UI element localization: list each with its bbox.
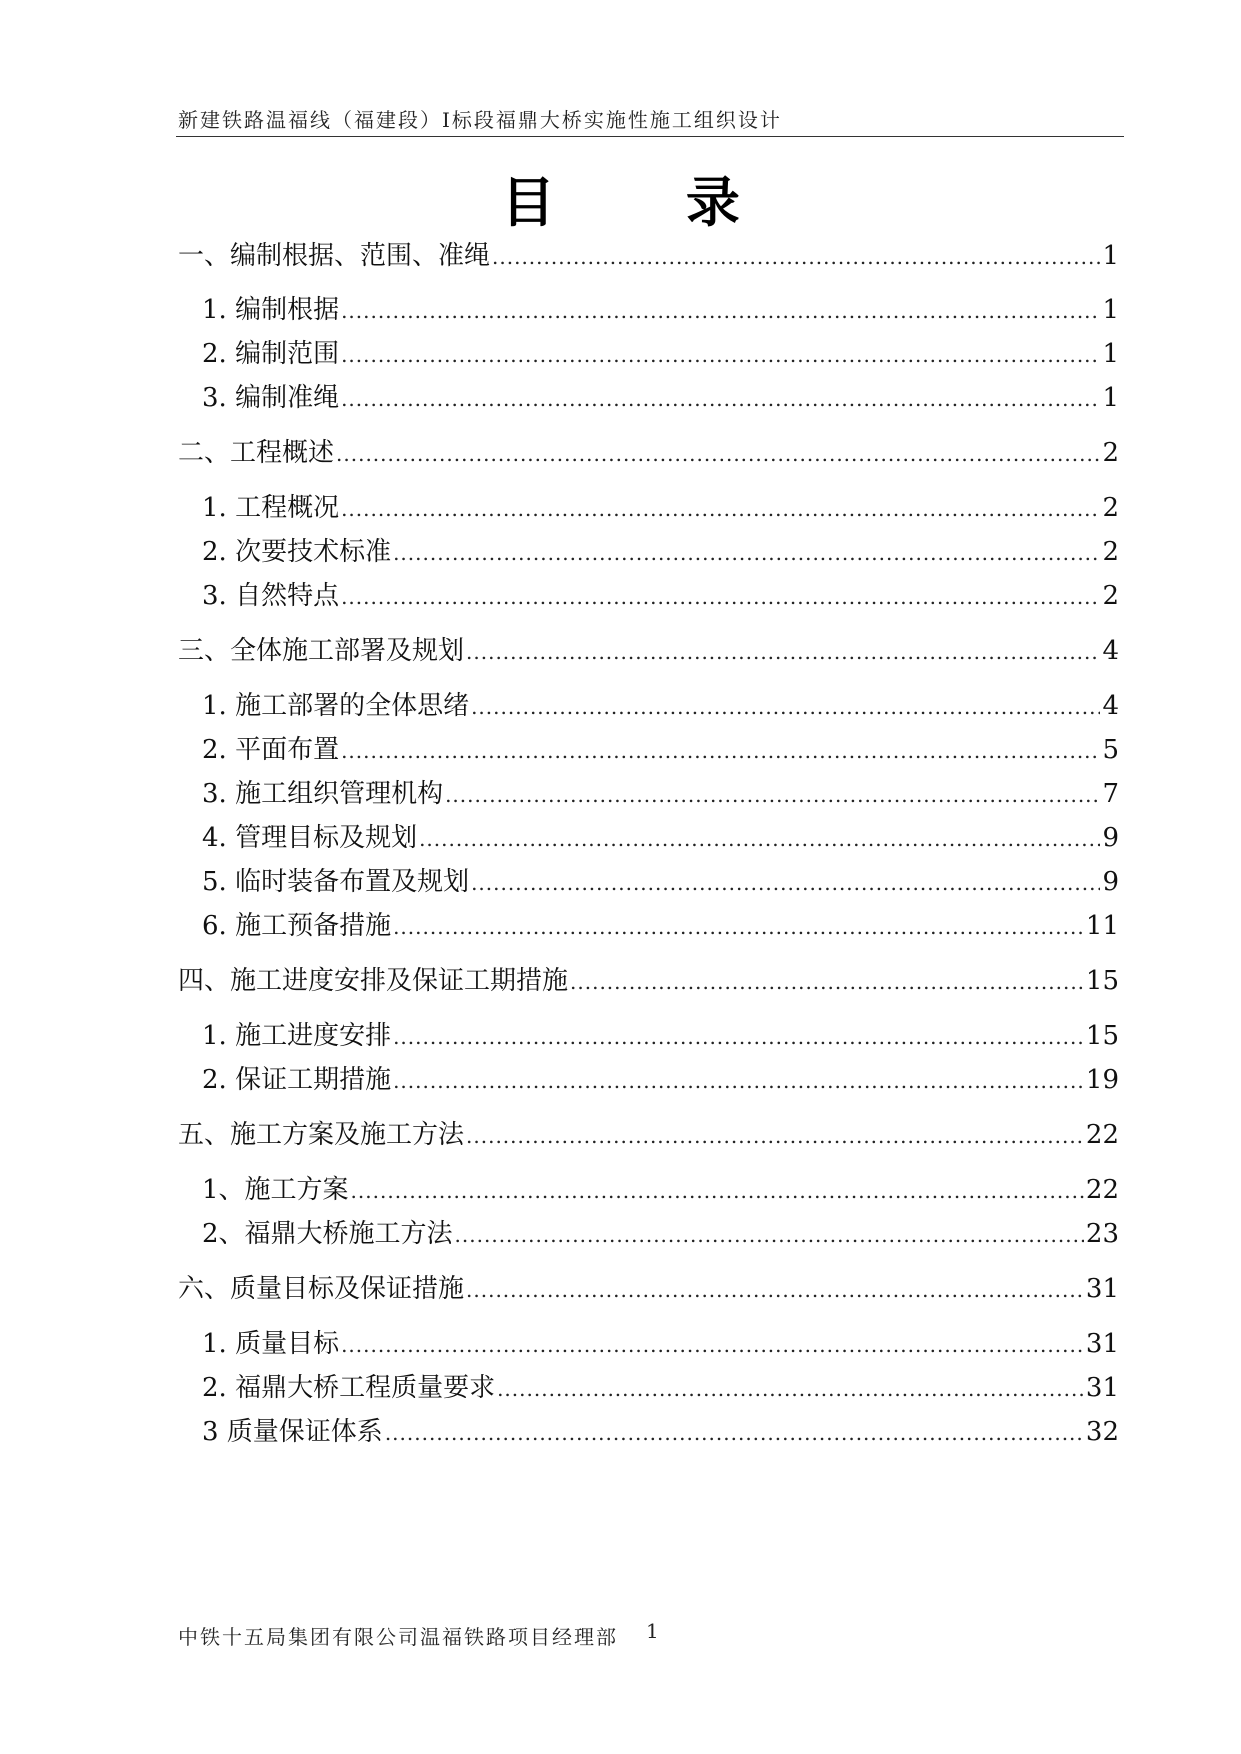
toc-entry-page: 22 [1085, 1120, 1119, 1150]
running-header: 新建铁路温福线（福建段）Ⅰ标段福鼎大桥实施性施工组织设计 [178, 108, 782, 132]
toc-entry-text: 3. 编制准绳 [202, 383, 340, 413]
toc-entry[interactable] [202, 380, 1119, 416]
dot-leader [497, 1372, 1084, 1406]
dot-leader [466, 1273, 1084, 1307]
toc-entry-page: 31 [1085, 1329, 1119, 1359]
dot-leader [445, 778, 1100, 812]
toc-entry-page: 7 [1102, 779, 1119, 809]
toc-entry-page: 1 [1102, 241, 1119, 271]
toc-entry-page: 11 [1085, 911, 1119, 941]
toc-entry[interactable] [202, 1326, 1119, 1362]
toc-entry-text: 五、施工方案及施工方法 [178, 1120, 465, 1150]
toc-entry-text: 1. 施工进度安排 [202, 1021, 392, 1051]
dot-leader [336, 437, 1100, 471]
toc-entry[interactable] [202, 908, 1119, 944]
toc-entry-text: 6. 施工预备措施 [202, 911, 392, 941]
toc-entry-text: 4. 管理目标及规划 [202, 823, 418, 853]
toc-entry-page: 31 [1085, 1274, 1119, 1304]
toc-entry-text: 2. 平面布置 [202, 735, 340, 765]
toc-entry-text: 2. 保证工期措施 [202, 1065, 392, 1095]
toc-entry-text: 一、编制根据、范围、准绳 [178, 241, 491, 271]
toc-entry[interactable] [202, 732, 1119, 768]
toc-entry-page: 22 [1085, 1175, 1119, 1205]
toc-entry[interactable] [202, 1216, 1119, 1252]
toc-entry[interactable] [202, 1172, 1119, 1208]
dot-leader [341, 580, 1100, 614]
toc-entry-page: 2 [1102, 581, 1119, 611]
toc-entry[interactable] [202, 820, 1119, 856]
dot-leader [466, 1119, 1084, 1153]
toc-entry[interactable] [202, 1370, 1119, 1406]
toc-entry-page: 23 [1085, 1219, 1119, 1249]
toc-entry-page: 15 [1085, 1021, 1119, 1051]
toc-entry-text: 3 质量保证体系 [202, 1417, 383, 1447]
toc-entry[interactable] [178, 1271, 1119, 1307]
toc-entry-text: 六、质量目标及保证措施 [178, 1274, 465, 1304]
toc-entry[interactable] [202, 688, 1119, 724]
dot-leader [471, 690, 1100, 724]
toc-entry-text: 1. 编制根据 [202, 295, 340, 325]
toc-entry-text: 2、福鼎大桥施工方法 [202, 1219, 453, 1249]
toc-entry-text: 1. 质量目标 [202, 1329, 340, 1359]
dot-leader [385, 1416, 1084, 1450]
toc-entry-page: 32 [1085, 1417, 1119, 1447]
dot-leader [341, 492, 1100, 526]
toc-entry[interactable] [202, 1018, 1119, 1054]
running-footer: 中铁十五局集团有限公司温福铁路项目经理部 [178, 1625, 618, 1649]
toc-entry-text: 2. 次要技术标准 [202, 537, 392, 567]
toc-entry-page: 5 [1102, 735, 1119, 765]
toc-entry-page: 1 [1102, 295, 1119, 325]
dot-leader [492, 240, 1100, 274]
dot-leader [419, 822, 1100, 856]
toc-entry-text: 1. 施工部署的全体思绪 [202, 691, 470, 721]
toc-entry-text: 三、全体施工部署及规划 [178, 636, 465, 666]
footer-page-number: 1 [646, 1619, 659, 1643]
toc-entry[interactable] [202, 292, 1119, 328]
dot-leader [351, 1174, 1084, 1208]
toc-entry-page: 2 [1102, 493, 1119, 523]
dot-leader [393, 1064, 1084, 1098]
toc-entry-page: 4 [1102, 691, 1119, 721]
toc-entry[interactable] [202, 336, 1119, 372]
dot-leader [466, 635, 1100, 669]
toc-entry[interactable] [178, 1117, 1119, 1153]
page-title: 目 录 [501, 170, 796, 234]
toc-entry-page: 1 [1102, 339, 1119, 369]
toc-entry-page: 31 [1085, 1373, 1119, 1403]
toc-entry-text: 1. 工程概况 [202, 493, 340, 523]
dot-leader [341, 294, 1100, 328]
toc-entry[interactable] [202, 1414, 1119, 1450]
toc-entry-page: 2 [1102, 537, 1119, 567]
dot-leader [393, 536, 1100, 570]
toc-entry[interactable] [202, 776, 1119, 812]
toc-entry-text: 5. 临时装备布置及规划 [202, 867, 470, 897]
dot-leader [341, 382, 1100, 416]
toc-entry[interactable] [202, 864, 1119, 900]
toc-entry[interactable] [202, 578, 1119, 614]
dot-leader [455, 1218, 1084, 1252]
toc-entry-page: 9 [1102, 823, 1119, 853]
toc-entry-text: 2. 福鼎大桥工程质量要求 [202, 1373, 496, 1403]
toc-entry-text: 四、施工进度安排及保证工期措施 [178, 966, 569, 996]
header-rule [176, 136, 1124, 137]
dot-leader [570, 965, 1084, 999]
toc-entry[interactable] [202, 490, 1119, 526]
toc-entry-text: 3. 施工组织管理机构 [202, 779, 444, 809]
toc-entry-text: 1、施工方案 [202, 1175, 349, 1205]
dot-leader [341, 734, 1100, 768]
dot-leader [341, 1328, 1084, 1362]
toc-entry-page: 2 [1102, 438, 1119, 468]
toc-entry-page: 19 [1085, 1065, 1119, 1095]
dot-leader [471, 866, 1100, 900]
toc-entry-page: 1 [1102, 383, 1119, 413]
toc-entry[interactable] [178, 963, 1119, 999]
toc-entry[interactable] [202, 1062, 1119, 1098]
toc-entry[interactable] [178, 238, 1119, 274]
toc-entry-text: 二、工程概述 [178, 438, 335, 468]
toc-entry-page: 15 [1085, 966, 1119, 996]
toc-entry[interactable] [178, 633, 1119, 669]
toc-entry[interactable] [202, 534, 1119, 570]
toc-entry-page: 9 [1102, 867, 1119, 897]
dot-leader [393, 1020, 1084, 1054]
dot-leader [393, 910, 1084, 944]
toc-entry[interactable] [178, 435, 1119, 471]
toc-entry-page: 4 [1102, 636, 1119, 666]
toc-entry-text: 2. 编制范围 [202, 339, 340, 369]
toc-entry-text: 3. 自然特点 [202, 581, 340, 611]
dot-leader [341, 338, 1100, 372]
